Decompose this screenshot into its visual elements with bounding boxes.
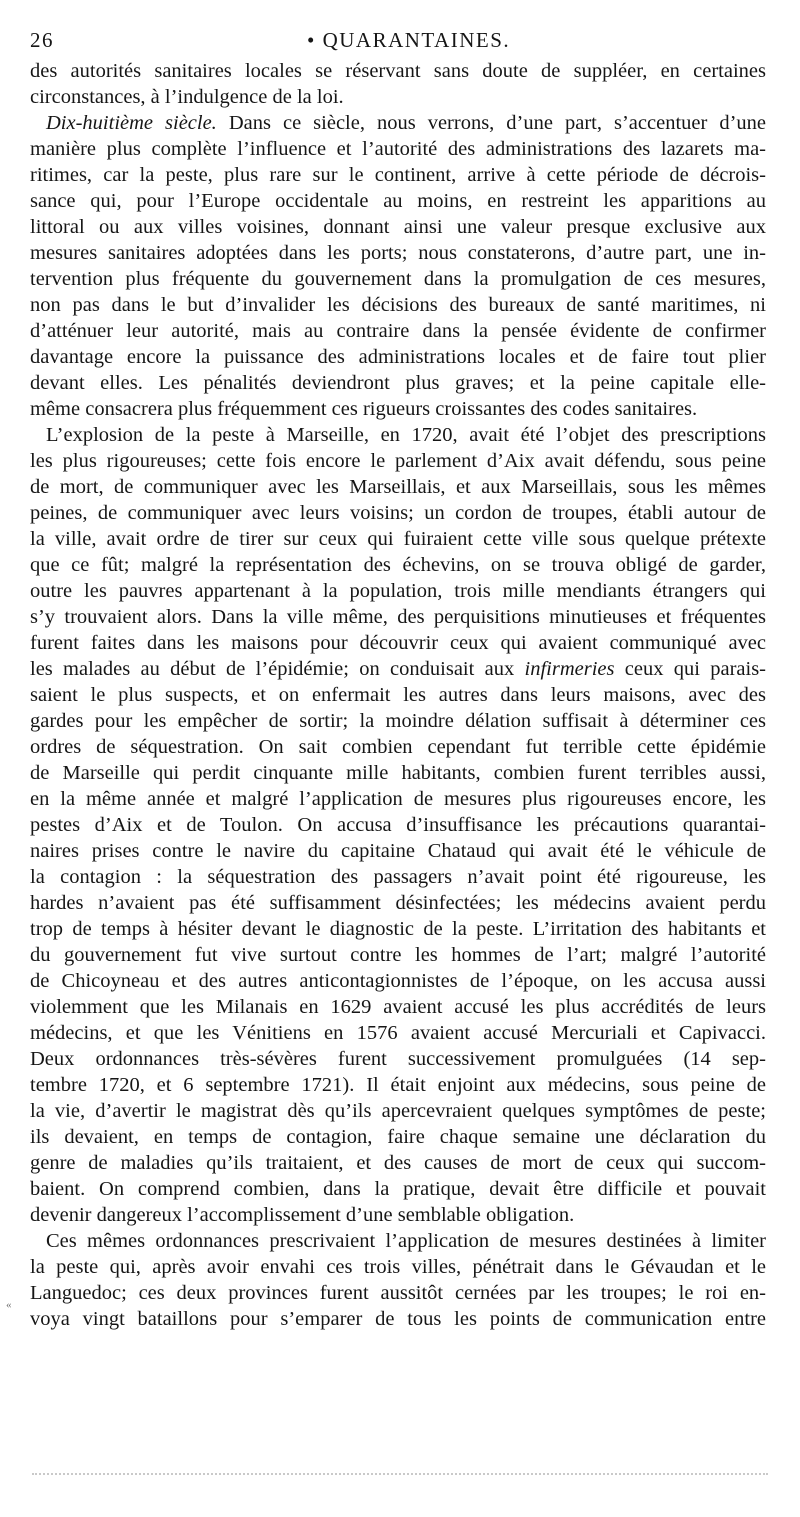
text-line: ritimes, car la peste, plus rare sur le continent, arrive à cette période de décrois- [30, 164, 766, 186]
text-line: que ce fût; malgré la représentation des échevins, on se trouva obligé de garder, [30, 554, 766, 576]
text-line: mesures sanitaires adoptées dans les ports; nous constaterons, d’autre part, une in- [30, 242, 766, 264]
text-line: pestes d’Aix et de Toulon. On accusa d’insuffisance les précautions quarantai- [30, 814, 766, 836]
text-line: manière plus complète l’influence et l’autorité des administrations des lazarets ma- [30, 138, 766, 160]
text-line: non pas dans le but d’invalider les décisions des bureaux de santé maritimes, ni [30, 294, 766, 316]
text-line: voya vingt bataillons pour s’emparer de tous les points de communication entre [30, 1308, 766, 1330]
italic-term: infirmeries [524, 658, 615, 680]
text-line: de mort, de communiquer avec les Marseillais, et aux Marseillais, sous les mêmes [30, 476, 766, 498]
text-line: la contagion : la séquestration des passagers n’avait point été rigoureuse, les [30, 866, 766, 888]
text-fragment: ceux qui parais- [624, 658, 767, 680]
text-line: de Marseille qui perdit cinquante mille habitants, combien furent terribles aussi, [30, 762, 766, 784]
text-fragment: les malades au début de l’épidémie; on conduisait aux [30, 658, 515, 680]
section-heading: Dix-huitième siècle. [46, 112, 217, 134]
text-line: baient. On comprend combien, dans la pratique, devait être difficile et pouvait [30, 1178, 766, 1200]
text-line: les plus rigoureuses; cette fois encore le parlement d’Aix avait défendu, sous peine [30, 450, 766, 472]
text-line: Languedoc; ces deux provinces furent aussitôt cernées par les troupes; le roi en- [30, 1282, 766, 1304]
page-number: 26 [30, 28, 54, 52]
text-line: tembre 1720, et 6 septembre 1721). Il était enjoint aux médecins, sous peine de [30, 1074, 766, 1096]
text-line: ordres de séquestration. On sait combien cependant fut terrible cette épidémie [30, 736, 766, 758]
text-line: tervention plus fréquente du gouvernement dans la promulgation de ces mesures, [30, 268, 766, 290]
text-line: Deux ordonnances très-sévères furent successivement promulguées (14 sep- [30, 1048, 766, 1070]
text-line: hardes n’avaient pas été suffisamment désinfectées; les médecins avaient perdu [30, 892, 766, 914]
text-line: en la même année et malgré l’application de mesures plus rigoureuses encore, les [30, 788, 766, 810]
text-line: gardes pour les empêcher de sortir; la moindre délation suffisait à déterminer ces [30, 710, 766, 732]
text-line: la peste qui, après avoir envahi ces trois villes, pénétrait dans le Gévaudan et le [30, 1256, 766, 1278]
running-title: • QUARANTAINES. [307, 28, 511, 52]
text-line: des autorités sanitaires locales se réservant sans doute de suppléer, en certaines [30, 60, 766, 82]
margin-mark: « [6, 1299, 12, 1311]
text-line [30, 110, 766, 136]
text-line: littoral ou aux villes voisines, donnant ainsi une valeur presque exclusive aux [30, 216, 766, 238]
text-line: du gouvernement fut vive surtout contre les hommes de l’art; malgré l’autorité [30, 944, 766, 966]
text-line: Ces mêmes ordonnances prescrivaient l’application de mesures destinées à limiter [46, 1230, 766, 1252]
text-line: même consacrera plus fréquemment ces rigueurs croissantes des codes sanitaires. [30, 398, 698, 420]
text-line: devant elles. Les pénalités deviendront plus graves; et la peine capitale elle- [30, 372, 766, 394]
text-line: davantage encore la puissance des administrations locales et de faire tout plier [30, 346, 766, 368]
text-line: furent faites dans les maisons pour découvrir ceux qui avaient communiqué avec [30, 632, 766, 654]
text-line: naires prises contre le navire du capitaine Chataud qui avait été le véhicule de [30, 840, 766, 862]
text-fragment: Dans ce siècle, nous verrons, d’une part, s’accentuer d’une [228, 112, 766, 134]
text-line: peines, de communiquer avec leurs voisins; un cordon de troupes, établi autour de [30, 502, 766, 524]
text-line: violemment que les Milanais en 1629 avaient accusé les plus accrédités de leurs [30, 996, 766, 1018]
page-header [30, 28, 766, 60]
text-line: genre de maladies qu’ils traitaient, et des causes de mort de ceux qui succom- [30, 1152, 766, 1174]
text-line: saient le plus suspects, et on enfermait les autres dans leurs maisons, avec des [30, 684, 766, 706]
text-block [30, 58, 766, 1332]
text-line: L’explosion de la peste à Marseille, en 1720, avait été l’objet des prescriptions [46, 424, 766, 446]
text-line: médecins, et que les Vénitiens en 1576 avaient accusé Mercuriali et Capivacci. [30, 1022, 766, 1044]
text-line: outre les pauvres appartenant à la population, trois mille mendiants étrangers qui [30, 580, 766, 602]
text-line [30, 656, 766, 682]
bottom-bleed-through [32, 1473, 768, 1475]
text-line: trop de temps à hésiter devant le diagnostic de la peste. L’irritation des habitants et [30, 918, 766, 940]
text-line: circonstances, à l’indulgence de la loi. [30, 86, 344, 108]
text-line: s’y trouvaient alors. Dans la ville même, des perquisitions minutieuses et fréquentes [30, 606, 766, 628]
text-line: la ville, avait ordre de tirer sur ceux qui fuiraient cette ville sous quelque prétexte [30, 528, 766, 550]
text-line: ils devaient, en temps de contagion, faire chaque semaine une déclaration du [30, 1126, 766, 1148]
text-line: de Chicoyneau et des autres anticontagionnistes de l’époque, on les accusa aussi [30, 970, 766, 992]
book-page [30, 28, 766, 1332]
text-line: devenir dangereux l’accomplissement d’une semblable obligation. [30, 1204, 575, 1226]
text-line: d’atténuer leur autorité, mais au contraire dans la pensée évidente de confirmer [30, 320, 766, 342]
text-line: sance qui, pour l’Europe occidentale au moins, en restreint les apparitions au [30, 190, 766, 212]
text-line: la vie, d’avertir le magistrat dès qu’ils apercevraient quelques symptômes de peste; [30, 1100, 766, 1122]
